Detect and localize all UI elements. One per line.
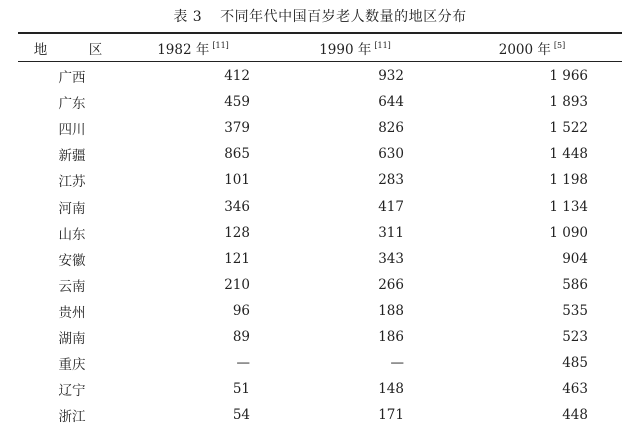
value-1982-cell: 54 [232,407,250,424]
value-1990-cell: 417 [378,198,404,215]
value-1990-cell: 186 [378,328,404,345]
value-1982-cell: 865 [224,146,250,163]
table-row [18,324,622,350]
region-cell: 新疆 [58,148,86,165]
value-2000-cell: 1 090 [549,224,588,241]
data-table [18,34,622,428]
region-cell: 浙江 [58,409,86,426]
region-cell: 辽宁 [58,383,86,400]
value-1982-cell: 128 [224,224,250,241]
value-2000-cell: 535 [562,302,588,319]
region-cell: 云南 [58,278,86,295]
table-row [18,272,622,298]
table-row [18,115,622,141]
table-number: 表 3 [173,9,203,25]
header-1982: 1982 年 [11] [157,40,229,58]
value-1990-cell: 283 [378,172,404,189]
value-1982-cell: 51 [232,381,250,398]
table-row [18,376,622,402]
value-1982-cell: — [236,355,250,372]
header-row [18,34,622,61]
value-2000-cell: 1 966 [549,68,588,85]
table-row [18,402,622,428]
value-2000-cell: 523 [562,328,588,345]
value-2000-cell: 1 134 [549,198,588,215]
table-row [18,141,622,167]
value-1990-cell: — [390,355,404,372]
value-2000-cell: 904 [562,250,588,267]
value-1990-cell: 148 [378,381,404,398]
value-2000-cell: 1 522 [549,120,588,137]
value-1982-cell: 96 [232,302,250,319]
value-2000-cell: 1 893 [549,94,588,111]
value-1982-cell: 101 [224,172,250,189]
value-1990-cell: 826 [378,120,404,137]
value-2000-cell: 448 [562,407,588,424]
table-row [18,167,622,193]
value-1990-cell: 630 [378,146,404,163]
region-cell: 重庆 [58,357,86,374]
region-cell: 湖南 [58,330,86,347]
table-row [18,298,622,324]
region-cell: 山东 [58,226,86,243]
header-1990-ref: [11] [374,40,391,50]
value-1982-cell: 412 [224,68,250,85]
region-cell: 江苏 [58,174,86,191]
table-title: 不同年代中国百岁老人数量的地区分布 [220,9,467,25]
value-1990-cell: 311 [378,224,404,241]
region-cell: 贵州 [58,304,86,321]
table-row [18,246,622,272]
table-row [18,61,622,89]
table-row [18,220,622,246]
value-2000-cell: 586 [562,276,588,293]
header-2000-ref: [5] [553,40,566,50]
value-1982-cell: 379 [224,120,250,137]
table-row [18,89,622,115]
value-1990-cell: 343 [378,250,404,267]
table-caption [0,6,640,26]
header-region: 地 区 [33,41,117,58]
value-2000-cell: 485 [562,355,588,372]
value-1982-cell: 121 [224,250,250,267]
value-2000-cell: 1 448 [549,146,588,163]
value-1982-cell: 346 [224,198,250,215]
value-1990-cell: 188 [378,302,404,319]
value-1990-cell: 932 [378,68,404,85]
table-body [18,61,622,428]
value-2000-cell: 463 [562,381,588,398]
region-cell: 河南 [58,200,86,217]
header-1982-ref: [11] [212,40,229,50]
region-cell: 安徽 [58,252,86,269]
value-1982-cell: 459 [224,94,250,111]
region-cell: 广东 [58,96,86,113]
table-row [18,350,622,376]
value-2000-cell: 1 198 [549,172,588,189]
table-row [18,193,622,219]
header-1990: 1990 年 [11] [319,40,391,58]
value-1990-cell: 266 [378,276,404,293]
value-1982-cell: 89 [232,328,250,345]
value-1982-cell: 210 [224,276,250,293]
value-1990-cell: 171 [378,407,404,424]
header-2000: 2000 年 [5] [498,40,566,58]
region-cell: 广西 [58,70,86,87]
value-1990-cell: 644 [378,94,404,111]
region-cell: 四川 [58,122,86,139]
